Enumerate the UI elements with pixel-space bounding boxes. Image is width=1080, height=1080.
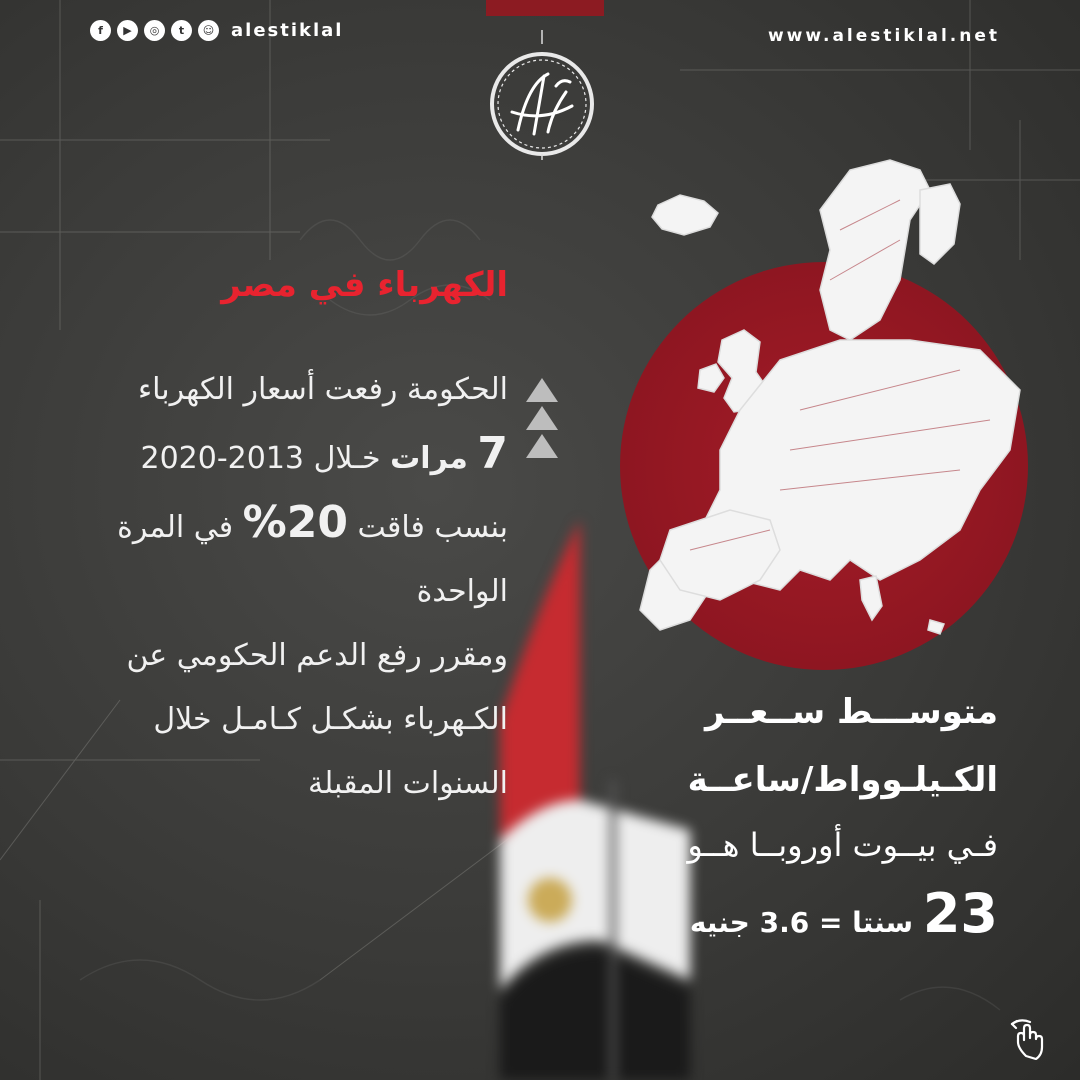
left-line-2-rest: خـلال 2013-2020 — [140, 441, 381, 476]
right-price-rest: سنتا = 3.6 جنيه — [689, 906, 914, 939]
snapchat-icon[interactable]: ☺ — [198, 20, 219, 41]
left-line-1: الحكومة رفعت أسعار الكهرباء — [137, 372, 508, 407]
left-line-5: ومقرر رفع الدعم الحكومي عن — [126, 638, 508, 673]
left-line-3-pre: بنسب فاقت — [357, 510, 508, 545]
left-line-2-number: 7 — [477, 428, 508, 479]
left-line-7: السنوات المقبلة — [308, 766, 508, 801]
triangle-bullets-icon — [522, 376, 562, 466]
twitter-icon[interactable]: t — [171, 20, 192, 41]
left-title: الكهرباء في مصر — [221, 265, 508, 305]
left-line-3 — [88, 491, 508, 560]
website-url[interactable]: www.alestiklal.net — [767, 26, 1000, 46]
right-price-number: 23 — [922, 882, 998, 945]
youtube-icon[interactable]: ▶ — [117, 20, 138, 41]
top-accent-bar — [486, 0, 604, 16]
social-links — [90, 20, 343, 41]
right-line-3: فـي بيــوت أوروبــا هــو — [687, 826, 998, 864]
left-line-3-percent: 20% — [242, 497, 348, 548]
facebook-icon[interactable]: f — [90, 20, 111, 41]
right-price-line — [668, 876, 998, 961]
social-handle[interactable]: alestiklal — [231, 20, 344, 41]
left-paragraph — [88, 358, 508, 816]
left-line-2-word: مرات — [390, 441, 468, 476]
left-line-4: الواحدة — [416, 574, 508, 609]
left-line-3-post: في المرة — [117, 510, 234, 545]
right-heading-1: متوســـط ســعــر — [704, 692, 998, 732]
instagram-icon[interactable]: ◎ — [144, 20, 165, 41]
alestiklal-logo — [482, 30, 602, 160]
left-line-2 — [88, 422, 508, 491]
swipe-hand-icon[interactable] — [1008, 1014, 1054, 1060]
right-paragraph — [668, 678, 998, 961]
right-heading-2: الكـيلـوواط/ساعــة — [687, 760, 998, 800]
left-line-6: الكـهرباء بشكـل كـامـل خلال — [153, 702, 508, 737]
